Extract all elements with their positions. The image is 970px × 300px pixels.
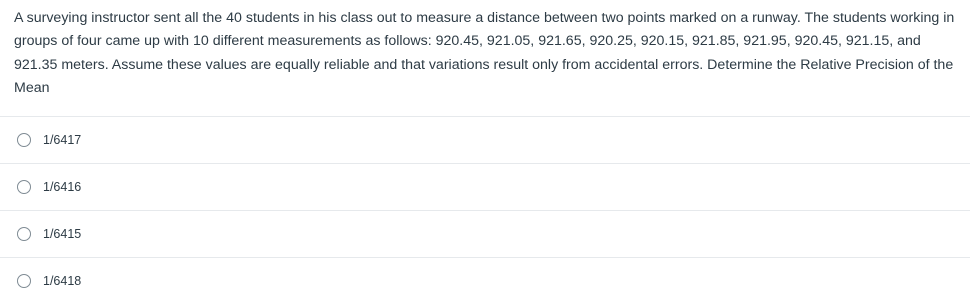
radio-button[interactable] (17, 133, 31, 147)
answer-option-3[interactable] (0, 210, 970, 257)
answer-label: 1/6416 (43, 180, 82, 194)
answer-label: 1/6417 (43, 133, 82, 147)
answer-option-4[interactable] (0, 257, 970, 300)
radio-button[interactable] (17, 227, 31, 241)
answer-option-1[interactable] (0, 116, 970, 163)
radio-button[interactable] (17, 274, 31, 288)
answer-label: 1/6418 (43, 274, 82, 288)
answer-list (0, 116, 970, 300)
answer-label: 1/6415 (43, 227, 82, 241)
question-text: A surveying instructor sent all the 40 students in his class out to measure a distance between two points marked on a runway. The students working in groups of four came up with 10 different measurements as follows: 920.45, 921.05, 921.65, 920.25, 920.15, 921.85, 921.95, 920.45, 921.15, and 921.35 meters. Assume these values are equally reliable and that variations result only from accidental errors. Determine the Relative Precision of the Mean (14, 10, 955, 97)
radio-button[interactable] (17, 180, 31, 194)
answer-option-2[interactable] (0, 163, 970, 210)
